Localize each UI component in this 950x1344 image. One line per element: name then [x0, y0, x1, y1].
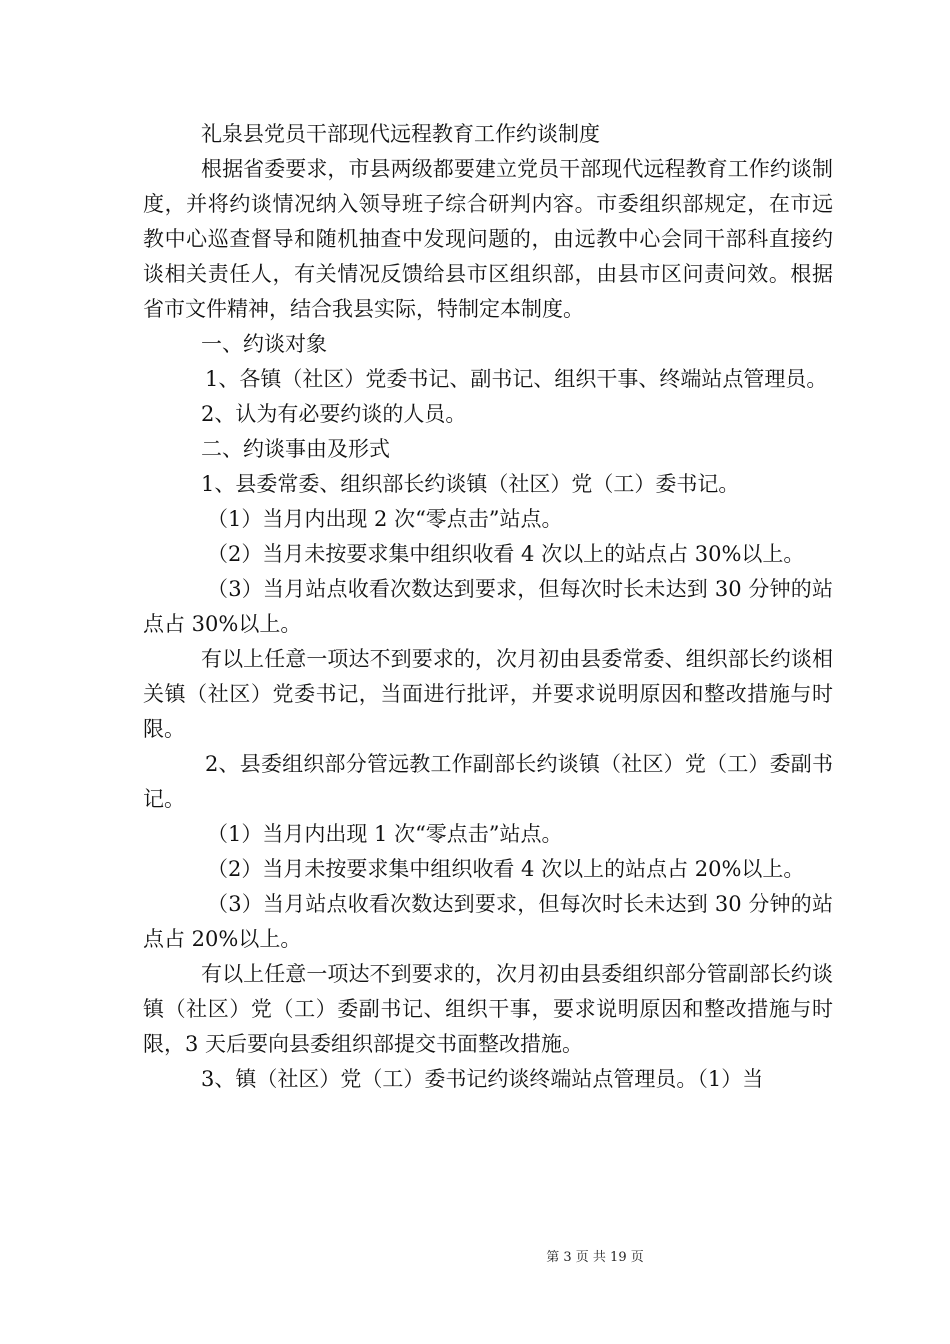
section-heading-targets: 一、约谈对象 — [201, 332, 327, 356]
list-item: 3、镇（社区）党（工）委书记约谈终端站点管理员。（1）当 — [201, 1067, 764, 1091]
document-body — [143, 117, 833, 1097]
page-footer — [0, 1246, 950, 1265]
list-item: 1、各镇（社区）党委书记、副书记、组织干事、终端站点管理员。 — [205, 367, 828, 391]
section-heading-reasons: 二、约谈事由及形式 — [201, 437, 390, 461]
paragraph: 有以上任意一项达不到要求的，次月初由县委常委、组织部长约谈相关镇（社区）党委书记，当面进行批评，并要求说明原因和整改措施与时限。 — [143, 647, 833, 741]
sub-item: （3）当月站点收看次数达到要求，但每次时长未达到 30 分钟的站点占 20%以上。 — [143, 892, 833, 951]
document-title: 礼泉县党员干部现代远程教育工作约谈制度 — [201, 122, 600, 146]
sub-item: （2）当月未按要求集中组织收看 4 次以上的站点占 30%以上。 — [207, 542, 805, 566]
sub-item: （2）当月未按要求集中组织收看 4 次以上的站点占 20%以上。 — [207, 857, 805, 881]
sub-item: （1）当月内出现 2 次“零点击”站点。 — [207, 507, 563, 531]
list-item: 2、认为有必要约谈的人员。 — [201, 402, 467, 426]
sub-item: （1）当月内出现 1 次“零点击”站点。 — [207, 822, 563, 846]
paragraph-intro: 根据省委要求，市县两级都要建立党员干部现代远程教育工作约谈制度，并将约谈情况纳入领导班子综合研判内容。市委组织部规定，在市远教中心巡查督导和随机抽查中发现问题的，由远教中心会同干部科直接约谈相关责任人，有关情况反馈给县市区组织部，由县市区问责问效。根据省市文件精神，结合我县实际，特制定本制度。 — [143, 157, 833, 321]
sub-item: （3）当月站点收看次数达到要求，但每次时长未达到 30 分钟的站点占 30%以上。 — [143, 577, 833, 636]
list-item: 2、县委组织部分管远教工作副部长约谈镇（社区）党（工）委副书记。 — [143, 752, 833, 811]
page-indicator: 第 3 页 共 19 页 — [546, 1250, 644, 1265]
paragraph: 有以上任意一项达不到要求的，次月初由县委组织部分管副部长约谈镇（社区）党（工）委副书记、组织干事，要求说明原因和整改措施与时限，3 天后要向县委组织部提交书面整改措施。 — [143, 962, 833, 1056]
list-item: 1、县委常委、组织部长约谈镇（社区）党（工）委书记。 — [201, 472, 740, 496]
